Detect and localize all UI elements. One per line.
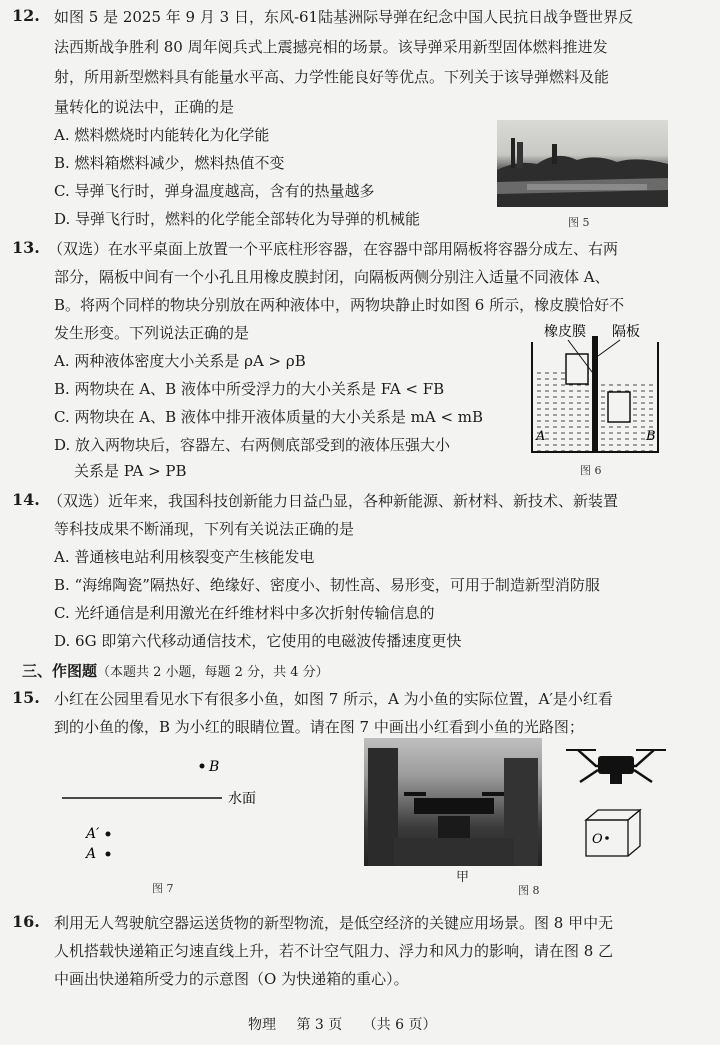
- point-a-label: A: [86, 846, 97, 862]
- q14-option-d: D. 6G 即第六代移动通信技术，它使用的电磁波传播速度更快: [54, 632, 462, 650]
- q12-stem-line3: 射，所用新型燃料具有能量水平高、力学性能良好等优点。下列关于该导弹燃料及能: [54, 68, 610, 86]
- q14-option-a: A. 普通核电站利用核裂变产生核能发电: [54, 548, 315, 566]
- figure5-photo: [497, 120, 668, 207]
- q16-stem-line2: 人机搭载快递箱正匀速直线上升，若不计空气阻力、浮力和风力的影响，请在图 8 乙: [54, 942, 614, 960]
- point-a-prime-label: A′: [86, 826, 100, 842]
- figure8-jia-label: 甲: [456, 870, 470, 885]
- point-a-prime: [106, 832, 111, 837]
- q12-option-d: D. 导弹飞行时，燃料的化学能全部转化为导弹的机械能: [54, 210, 421, 228]
- q12-number: 12.: [12, 6, 40, 25]
- footer-page: 第 3 页: [296, 1017, 343, 1033]
- drone-photo-image: [364, 738, 542, 866]
- figure7-caption: 图 7: [152, 882, 174, 895]
- q14-stem-line1: （双选）近年来，我国科技创新能力日益凸显，各种新能源、新材料、新技术、新装置: [48, 492, 619, 510]
- q13-stem-line1: （双选）在水平桌面上放置一个平底柱形容器，在容器中部用隔板将容器分成左、右两: [48, 240, 619, 258]
- q13-option-d-line1: D. 放入两物块后，容器左、右两侧底部受到的液体压强大小: [54, 436, 451, 454]
- q16-stem-line3: 中画出快递箱所受力的示意图（O 为快递箱的重心）。: [54, 970, 409, 988]
- liquid-b-label: B: [646, 429, 656, 444]
- q13-stem-line3: B。将两个同样的物块分别放在两种液体中，两物块静止时如图 6 所示，橡皮膜恰好不: [54, 296, 625, 314]
- q12-stem-line1: 如图 5 是 2025 年 9 月 3 日，东风-61陆基洲际导弹在纪念中国人民抗日战争暨世界反: [54, 8, 634, 26]
- q13-stem-line4: 发生形变。下列说法正确的是: [54, 324, 250, 342]
- q14-number: 14.: [12, 490, 40, 509]
- point-b: [200, 764, 205, 769]
- q15-stem-line1: 小红在公园里看见水下有很多小鱼，如图 7 所示，A 为小鱼的实际位置，A′是小红看: [54, 690, 613, 708]
- q13-option-d-line2: 关系是 PA > PB: [74, 462, 187, 480]
- figure8-jia-photo: [364, 738, 542, 866]
- center-o-label: O: [592, 832, 603, 847]
- q16-number: 16.: [12, 912, 40, 931]
- plate-label: 隔板: [612, 324, 640, 340]
- q13-option-a: A. 两种液体密度大小关系是 ρA > ρB: [54, 352, 306, 370]
- section3-heading: [22, 660, 329, 681]
- block-in-a: [566, 354, 588, 384]
- q13-stem-line2: 部分，隔板中间有一个小孔且用橡皮膜封闭，向隔板两侧分别注入适量不同液体 A、: [54, 268, 610, 286]
- point-b-label: B: [209, 759, 220, 775]
- center-of-gravity-o: [605, 836, 609, 840]
- figure8-caption: 图 8: [518, 884, 540, 897]
- block-in-b: [608, 392, 630, 422]
- point-a: [106, 852, 111, 857]
- drone-icon: [566, 750, 666, 784]
- partition: [592, 336, 598, 452]
- figure7-diagram: [60, 750, 280, 870]
- figure8-yi-diagram: [556, 738, 676, 868]
- q15-number: 15.: [12, 688, 40, 707]
- membrane-label: 橡皮膜: [544, 324, 586, 340]
- footer-subject: 物理: [248, 1017, 276, 1033]
- water-surface-label: 水面: [228, 791, 256, 807]
- plate-leader: [598, 340, 620, 356]
- q12-stem-line2: 法西斯战争胜利 80 周年阅兵式上震撼亮相的场景。该导弹采用新型固体燃料推进发: [54, 38, 608, 56]
- q14-option-b: B. “海绵陶瓷”隔热好、绝缘好、密度小、韧性高、易形变，可用于制造新型消防服: [54, 576, 600, 594]
- q16-stem-line1: 利用无人驾驶航空器运送货物的新型物流，是低空经济的关键应用场景。图 8 甲中无: [54, 914, 614, 932]
- q14-option-c: C. 光纤通信是利用激光在纤维材料中多次折射传输信息的: [54, 604, 435, 622]
- q12-stem-line4: 量转化的说法中，正确的是: [54, 98, 235, 116]
- q14-stem-line2: 等科技成果不断涌现，下列有关说法正确的是: [54, 520, 355, 538]
- section3-title: 三、作图题: [22, 662, 98, 680]
- footer-total: （共 6 页）: [362, 1017, 437, 1033]
- q12-option-a: A. 燃料燃烧时内能转化为化学能: [54, 126, 270, 144]
- page-footer: [248, 1014, 437, 1034]
- q13-option-b: B. 两物块在 A、B 液体中所受浮力的大小关系是 FA < FB: [54, 380, 445, 398]
- missile-parade-image: [497, 120, 668, 207]
- liquid-a-label: A: [536, 429, 546, 444]
- q13-option-c: C. 两物块在 A、B 液体中排开液体质量的大小关系是 mA < mB: [54, 408, 484, 426]
- q12-option-c: C. 导弹飞行时，弹身温度越高，含有的热量越多: [54, 182, 375, 200]
- section3-note: （本题共 2 小题，每题 2 分，共 4 分）: [97, 665, 329, 680]
- figure6-caption: 图 6: [580, 464, 602, 477]
- q15-stem-line2: 到的小鱼的像，B 为小红的眼睛位置。请在图 7 中画出小红看到小鱼的光路图；: [54, 718, 584, 736]
- figure5-caption: 图 5: [568, 216, 590, 229]
- figure6-container-diagram: [528, 322, 663, 460]
- q12-option-b: B. 燃料箱燃料减少，燃料热值不变: [54, 154, 285, 172]
- q13-number: 13.: [12, 238, 40, 257]
